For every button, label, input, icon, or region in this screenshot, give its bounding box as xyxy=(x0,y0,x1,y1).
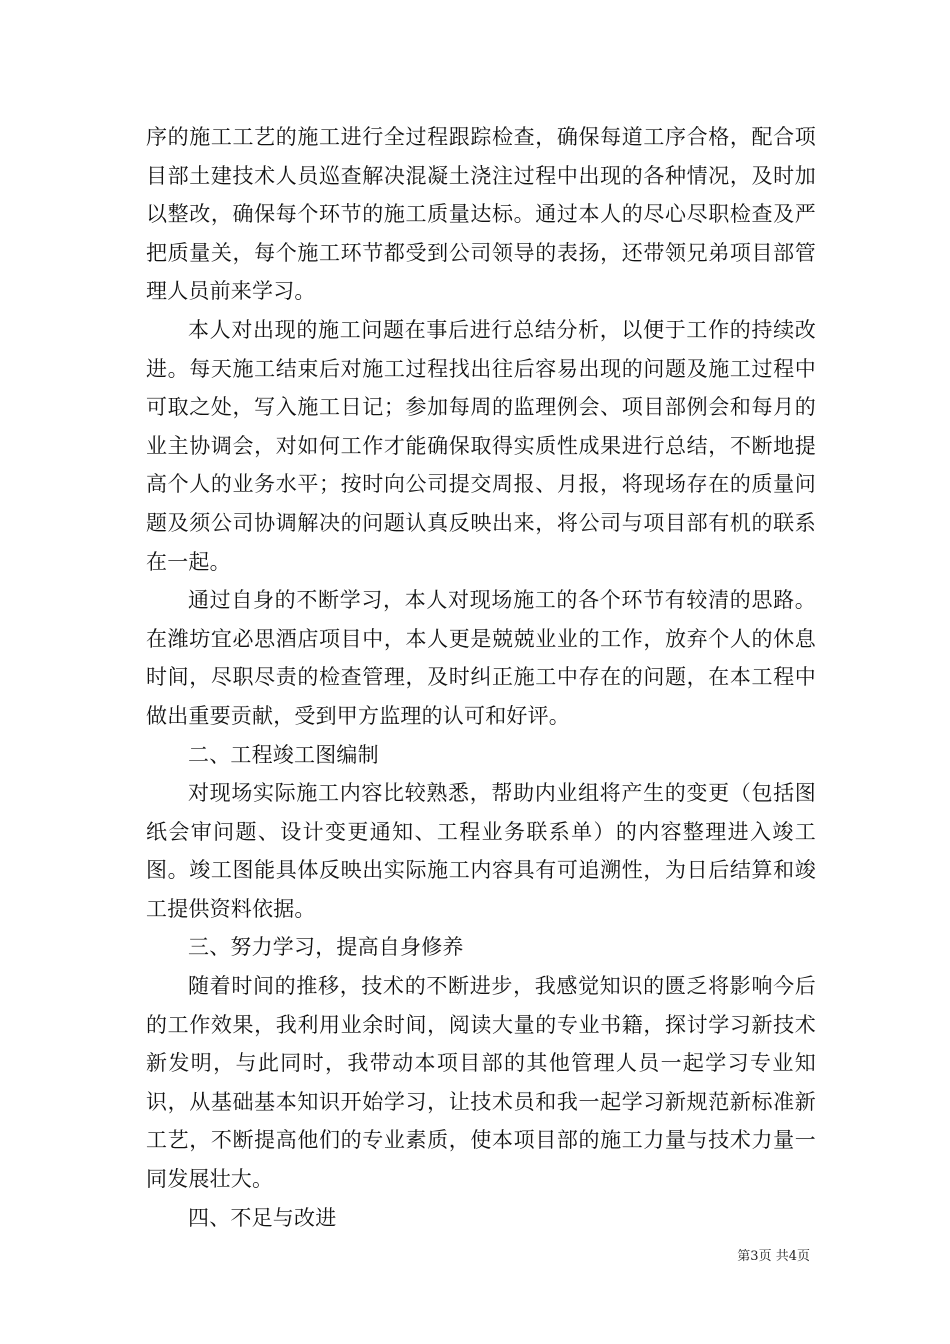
footer-suffix: 页 xyxy=(796,1249,810,1264)
page-number-footer xyxy=(700,1248,810,1266)
footer-page-number: 3 xyxy=(750,1249,759,1264)
footer-prefix: 第 xyxy=(737,1249,751,1264)
footer-total-pages: 4 xyxy=(788,1249,797,1264)
footer-middle: 页 共 xyxy=(758,1249,789,1264)
paragraph-as-built: 对现场实际施工内容比较熟悉，帮助内业组将产生的变更（包括图纸会审问题、设计变更通知、工程业务联系单）的内容整理进入竣工图。竣工图能具体反映出实际施工内容具有可追溯性，为日后结算和竣工提供资料依据。 xyxy=(146,781,816,921)
paragraph-continuation: 序的施工工艺的施工进行全过程跟踪检查，确保每道工序合格，配合项目部土建技术人员巡查解决混凝土浇注过程中出现的各种情况，及时加以整改，确保每个环节的施工质量达标。通过本人的尽心尽职检查及严把质量关，每个施工环节都受到公司领导的表扬，还带领兄弟项目部管理人员前来学习。 xyxy=(146,125,816,304)
paragraph-study: 随着时间的推移，技术的不断进步，我感觉知识的匮乏将影响今后的工作效果，我利用业余时间，阅读大量的专业书籍，探讨学习新技术新发明，与此同时，我带动本项目部的其他管理人员一起学习专业知识，从基础基本知识开始学习，让技术员和我一起学习新规范新标准新工艺，不断提高他们的专业素质，使本项目部的施工力量与技术力量一同发展壮大。 xyxy=(146,974,816,1192)
section-heading-3: 三、努力学习，提高自身修养 xyxy=(188,935,464,960)
document-body xyxy=(146,118,816,1237)
section-heading-4: 四、不足与改进 xyxy=(188,1205,337,1230)
paragraph-learning: 通过自身的不断学习，本人对现场施工的各个环节有较清的思路。在潍坊宜必思酒店项目中，本人更是兢兢业业的工作，放弃个人的休息时间，尽职尽责的检查管理，及时纠正施工中存在的问题，在本工程中做出重要贡献，受到甲方监理的认可和好评。 xyxy=(146,588,816,728)
section-heading-2: 二、工程竣工图编制 xyxy=(188,742,379,767)
paragraph-summary: 本人对出现的施工问题在事后进行总结分析，以便于工作的持续改进。每天施工结束后对施工过程找出往后容易出现的问题及施工过程中可取之处，写入施工日记；参加每周的监理例会、项目部例会和每月的业主协调会，对如何工作才能确保取得实质性成果进行总结，不断地提高个人的业务水平；按时向公司提交周报、月报，将现场存在的质量问题及须公司协调解决的问题认真反映出来，将公司与项目部有机的联系在一起。 xyxy=(146,317,816,574)
